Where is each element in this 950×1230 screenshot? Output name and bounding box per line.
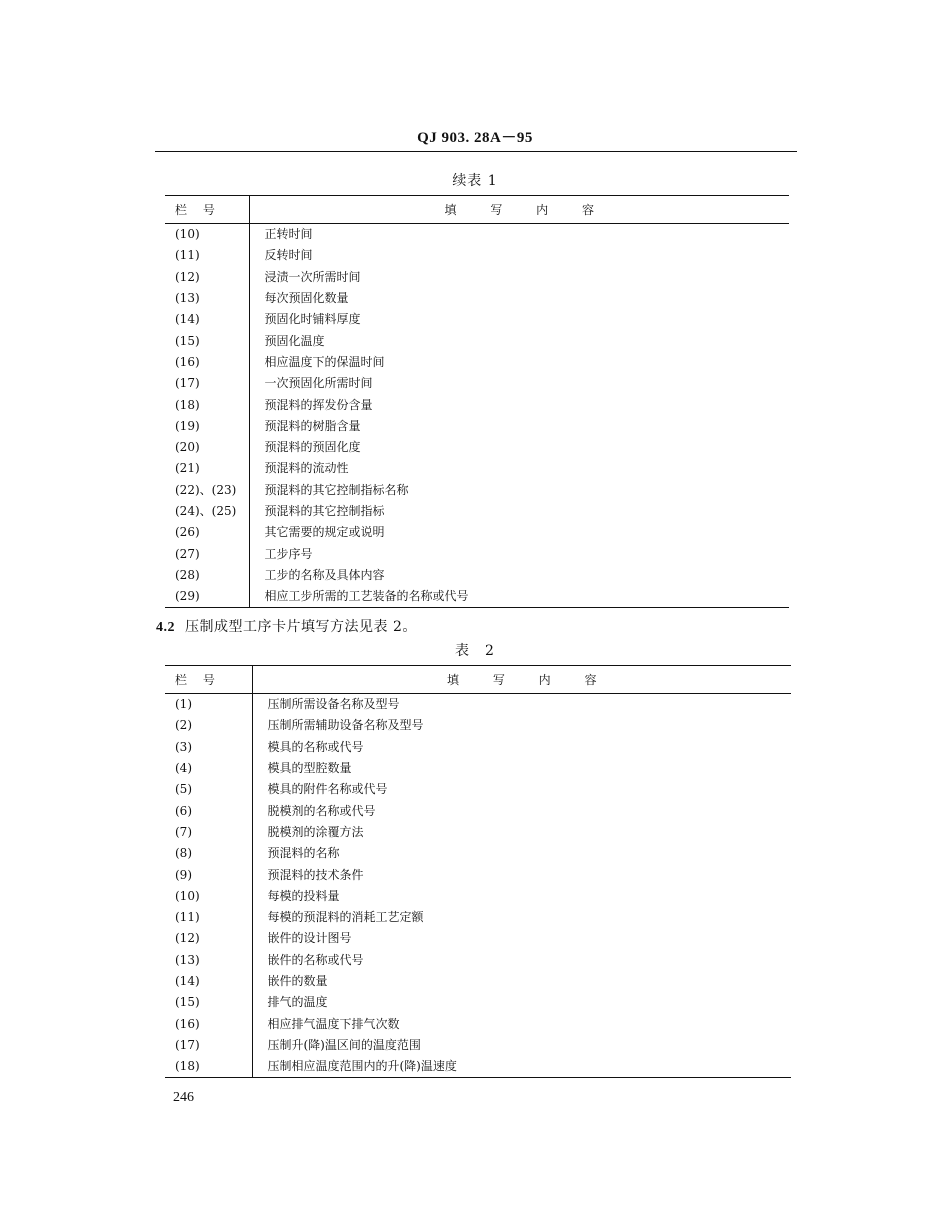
table2-caption: 表 2 [455,643,495,659]
row-content-cell: 模具的型腔数量 [252,758,791,779]
row-content-cell: 预固化时铺料厚度 [249,309,789,330]
row-content-cell: 预固化温度 [249,330,789,351]
row-number-cell: (15) [175,995,200,1010]
row-number-cell: (13) [175,291,200,306]
row-content-cell: 反转时间 [249,245,789,266]
row-number-cell: (17) [175,376,200,391]
row-content-cell: 预混料的技术条件 [252,864,791,885]
row-number-cell: (19) [175,418,200,433]
table-row [165,928,791,949]
table-row [165,565,789,586]
header-rule [155,151,797,152]
row-number-cell: (16) [175,1016,200,1031]
row-content-cell: 其它需要的规定或说明 [249,522,789,543]
row-number-cell: (6) [175,803,192,818]
table1-num-header: 栏 号 [165,196,249,224]
table-row [165,458,789,479]
row-content-cell: 预混料的其它控制指标 [249,501,789,522]
row-content-cell: 压制所需设备名称及型号 [252,694,791,716]
row-content-cell: 预混料的流动性 [249,458,789,479]
table2-content-header: 填 写 内 容 [252,666,791,694]
row-content-cell: 相应工步所需的工艺装备的名称或代号 [249,586,789,608]
row-number-cell: (27) [175,546,200,561]
table-row [165,843,791,864]
row-content-cell: 嵌件的数量 [252,971,791,992]
row-number-cell: (22)、(23) [175,482,237,497]
table1-caption: 续表 1 [452,173,498,189]
row-content-cell: 压制所需辅助设备名称及型号 [252,715,791,736]
table-row [165,352,789,373]
row-content-cell: 排气的温度 [252,992,791,1013]
row-content-cell: 工步序号 [249,543,789,564]
table2 [165,665,791,1078]
row-content-cell: 预混料的其它控制指标名称 [249,480,789,501]
row-number-cell: (13) [175,952,200,967]
row-number-cell: (3) [175,739,192,754]
table-row [165,224,789,246]
table-row [165,394,789,415]
row-number-cell: (24)、(25) [175,504,237,518]
row-number-cell: (18) [165,1056,252,1078]
row-number-cell: (5) [175,782,192,797]
row-content-cell: 嵌件的设计图号 [252,928,791,949]
row-number-cell: (16) [175,354,200,369]
table-row [165,907,791,928]
row-content-cell: 压制相应温度范围内的升(降)温速度 [252,1056,791,1078]
row-content-cell: 预混料的预固化度 [249,437,789,458]
row-number-cell: (4) [175,761,192,776]
table-row [165,1013,791,1034]
row-number-cell: (17) [175,1037,200,1052]
table-row [165,822,791,843]
row-number-cell: (9) [175,867,192,882]
table-row [165,886,791,907]
row-content-cell: 相应排气温度下排气次数 [252,1013,791,1034]
table-row [165,779,791,800]
table2-num-header: 栏 号 [165,666,252,694]
row-number-cell: (8) [175,846,192,861]
table-row [165,245,789,266]
table-row [165,715,791,736]
row-content-cell: 浸渍一次所需时间 [249,267,789,288]
row-number-cell: (12) [175,931,200,946]
page-number: 246 [173,1090,194,1105]
table-row [165,416,789,437]
document-code: QJ 903. 28A－95 [417,130,533,146]
row-number-cell: (14) [175,312,200,327]
row-number-cell: (1) [175,697,192,712]
row-number-cell: (11) [175,248,200,263]
row-number-cell: (2) [175,718,192,733]
row-content-cell: 脱模剂的涂覆方法 [252,822,791,843]
table-row [165,1035,791,1056]
table-row [165,737,791,758]
row-content-cell: 压制升(降)温区间的温度范围 [252,1035,791,1056]
table-row [165,522,789,543]
row-number-cell: (29) [165,586,249,608]
row-content-cell: 每模的预混料的消耗工艺定额 [252,907,791,928]
row-number-cell: (20) [175,440,200,455]
row-content-cell: 嵌件的名称或代号 [252,950,791,971]
table2-header-row [165,666,791,694]
row-content-cell: 预混料的挥发份含量 [249,394,789,415]
row-number-cell: (21) [175,461,200,476]
table-row [165,864,791,885]
table-row [165,267,789,288]
section-number: 4.2 [156,620,175,635]
row-number-cell: (26) [175,525,200,540]
row-number-cell: (12) [175,269,200,284]
section-4-2 [156,616,417,636]
row-content-cell: 模具的附件名称或代号 [252,779,791,800]
table-row [165,437,789,458]
row-content-cell: 每次预固化数量 [249,288,789,309]
row-content-cell: 预混料的名称 [252,843,791,864]
table-row [165,758,791,779]
row-content-cell: 每模的投料量 [252,886,791,907]
row-number-cell: (11) [175,910,200,925]
table2-body [165,694,791,1078]
table-row [165,543,789,564]
section-text: 压制成型工序卡片填写方法见表 2。 [185,619,417,635]
row-number-cell: (28) [175,567,200,582]
row-number-cell: (7) [175,824,192,839]
table-row [165,501,789,522]
table-row [165,586,789,608]
table-row [165,288,789,309]
table1-content-header: 填 写 内 容 [249,196,789,224]
row-number-cell: (10) [175,227,200,242]
table-row [165,694,791,716]
table-row [165,1056,791,1078]
table1-body [165,224,789,608]
row-number-cell: (14) [175,974,200,988]
row-content-cell: 脱模剂的名称或代号 [252,800,791,821]
table-row [165,373,789,394]
table-row [165,330,789,351]
table-row [165,950,791,971]
table-row [165,992,791,1013]
row-content-cell: 相应温度下的保温时间 [249,352,789,373]
table1 [165,195,789,608]
table-row [165,309,789,330]
table-row [165,971,791,992]
row-content-cell: 预混料的树脂含量 [249,416,789,437]
row-number-cell: (10) [175,888,200,903]
row-content-cell: 一次预固化所需时间 [249,373,789,394]
row-content-cell: 工步的名称及具体内容 [249,565,789,586]
table-row [165,480,789,501]
table-row [165,800,791,821]
row-number-cell: (18) [175,397,200,412]
row-number-cell: (15) [175,333,200,348]
row-content-cell: 正转时间 [249,224,789,246]
table1-header-row [165,196,789,224]
row-content-cell: 模具的名称或代号 [252,737,791,758]
